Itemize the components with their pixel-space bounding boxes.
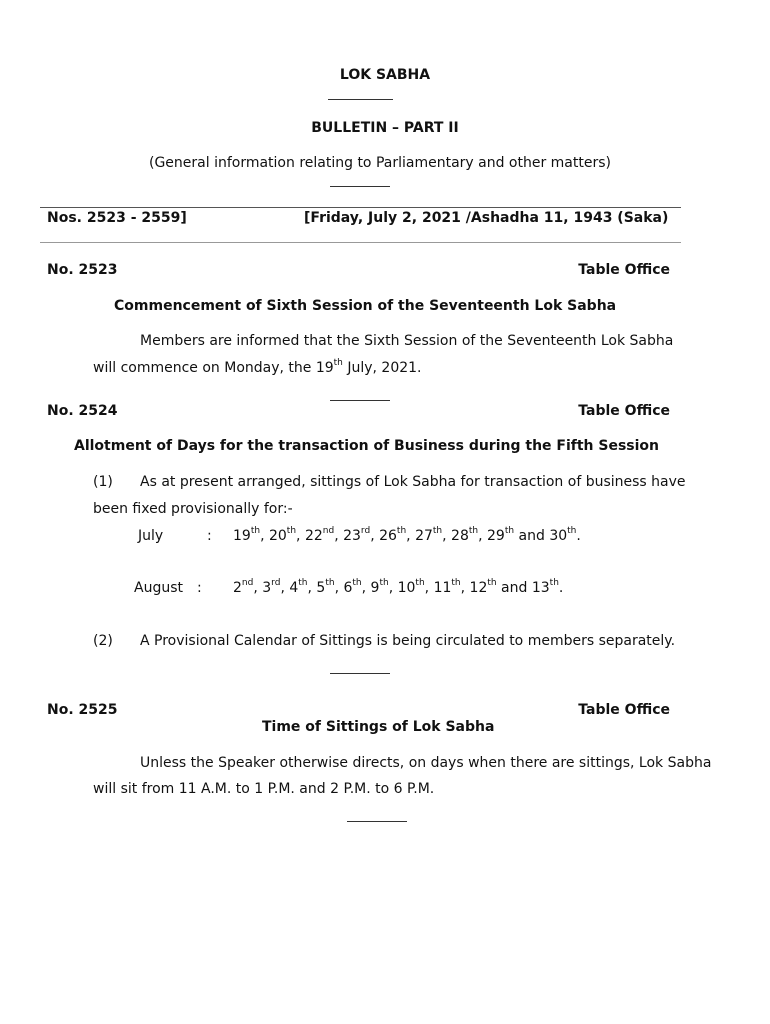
date-separator: , — [334, 580, 344, 596]
item-office: Table Office — [578, 702, 670, 718]
month-dates — [233, 528, 581, 544]
house-title: LOK SABHA — [339, 67, 431, 83]
date-day: 27 — [415, 528, 433, 544]
date-separator: , — [280, 580, 290, 596]
date-separator: , — [478, 528, 487, 544]
divider — [328, 99, 393, 100]
date-suffix: th — [549, 578, 559, 589]
date-separator: and — [514, 528, 550, 544]
date-suffix: rd — [360, 526, 371, 537]
date-separator: . — [558, 580, 564, 596]
month-dates — [233, 580, 563, 596]
header-rule-bottom — [40, 242, 681, 243]
bulletin-numbers: Nos. 2523 - 2559] — [47, 210, 187, 226]
date-separator: , — [460, 580, 470, 596]
date-suffix: th — [468, 526, 479, 537]
date-suffix: th — [567, 526, 577, 537]
date-day: 2 — [233, 580, 242, 596]
date-day: 4 — [289, 580, 299, 596]
date-day: 3 — [262, 580, 272, 596]
item-office: Table Office — [578, 262, 670, 278]
paragraph-line: will commence on Monday, the 19th July, 2021. — [93, 358, 422, 376]
item-number: No. 2525 — [47, 702, 118, 718]
paragraph-line: Unless the Speaker otherwise directs, on days when there are sittings, Lok Sabha — [140, 755, 712, 771]
date-separator: , — [370, 528, 380, 544]
month-name: July — [138, 528, 164, 544]
divider — [330, 673, 390, 674]
date-separator: , — [406, 528, 416, 544]
date-day: 20 — [268, 528, 287, 544]
date-suffix: th — [432, 526, 443, 537]
date-suffix: th — [396, 526, 407, 537]
date-day: 29 — [487, 528, 505, 544]
date-separator: , — [361, 580, 371, 596]
date-day: 23 — [343, 528, 361, 544]
date-day: 28 — [451, 528, 469, 544]
header-rule-top — [40, 207, 681, 208]
date-suffix: th — [325, 578, 335, 589]
date-day: 10 — [397, 580, 416, 596]
date-day: 5 — [316, 580, 326, 596]
date-separator: , — [307, 580, 317, 596]
bulletin-title: BULLETIN – PART II — [311, 120, 459, 136]
date-suffix: th — [379, 578, 389, 589]
date-suffix: th — [451, 578, 461, 589]
point-number: (2) — [93, 633, 113, 649]
date-suffix: nd — [241, 578, 254, 589]
date-separator: , — [442, 528, 452, 544]
date-day: 30 — [549, 528, 568, 544]
date-suffix: rd — [271, 578, 281, 589]
divider — [347, 821, 407, 822]
item-office: Table Office — [578, 403, 670, 419]
date-suffix: th — [298, 578, 308, 589]
bulletin-subtitle: (General information relating to Parliamentary and other matters) — [148, 155, 611, 171]
date-day: 26 — [379, 528, 397, 544]
point-number: (1) — [93, 474, 113, 490]
date-day: 22 — [304, 528, 323, 544]
paragraph-line: will sit from 11 A.M. to 1 P.M. and 2 P.M. to 6 P.M. — [93, 781, 435, 797]
month-colon: : — [197, 580, 202, 596]
month-name: August — [134, 580, 183, 596]
date-separator: and — [496, 580, 532, 596]
item-heading: Allotment of Days for the transaction of Business during the Fifth Session — [74, 438, 660, 454]
date-separator: , — [253, 580, 263, 596]
date-suffix: nd — [322, 526, 335, 537]
date-separator: , — [388, 580, 398, 596]
date-suffix: th — [250, 526, 261, 537]
date-day: 11 — [433, 580, 452, 596]
paragraph-line: been fixed provisionally for:- — [93, 501, 293, 517]
date-suffix: th — [286, 526, 297, 537]
divider — [330, 186, 390, 187]
date-separator: , — [334, 528, 344, 544]
paragraph-line: A Provisional Calendar of Sittings is being circulated to members separately. — [140, 633, 676, 649]
date-separator: , — [424, 580, 434, 596]
date-suffix: th — [415, 578, 425, 589]
date-day: 12 — [469, 580, 488, 596]
month-colon: : — [207, 528, 212, 544]
date-day: 13 — [531, 580, 550, 596]
date-day: 6 — [343, 580, 353, 596]
paragraph-line: Members are informed that the Sixth Session of the Seventeenth Lok Sabha — [140, 333, 674, 349]
bulletin-date: [Friday, July 2, 2021 /Ashadha 11, 1943 (Saka) — [304, 210, 669, 226]
date-separator: . — [576, 528, 581, 544]
paragraph-line: As at present arranged, sittings of Lok Sabha for transaction of business have — [140, 474, 686, 490]
date-suffix: th — [504, 526, 515, 537]
date-day: 9 — [370, 580, 380, 596]
divider — [330, 400, 390, 401]
date-day: 19 — [233, 528, 251, 544]
item-heading: Commencement of Sixth Session of the Seventeenth Lok Sabha — [114, 298, 617, 314]
date-suffix: th — [352, 578, 362, 589]
date-separator: , — [296, 528, 305, 544]
date-suffix: th — [487, 578, 497, 589]
date-separator: , — [260, 528, 269, 544]
item-number: No. 2523 — [47, 262, 118, 278]
item-number: No. 2524 — [47, 403, 118, 419]
item-heading: Time of Sittings of Lok Sabha — [262, 719, 495, 735]
